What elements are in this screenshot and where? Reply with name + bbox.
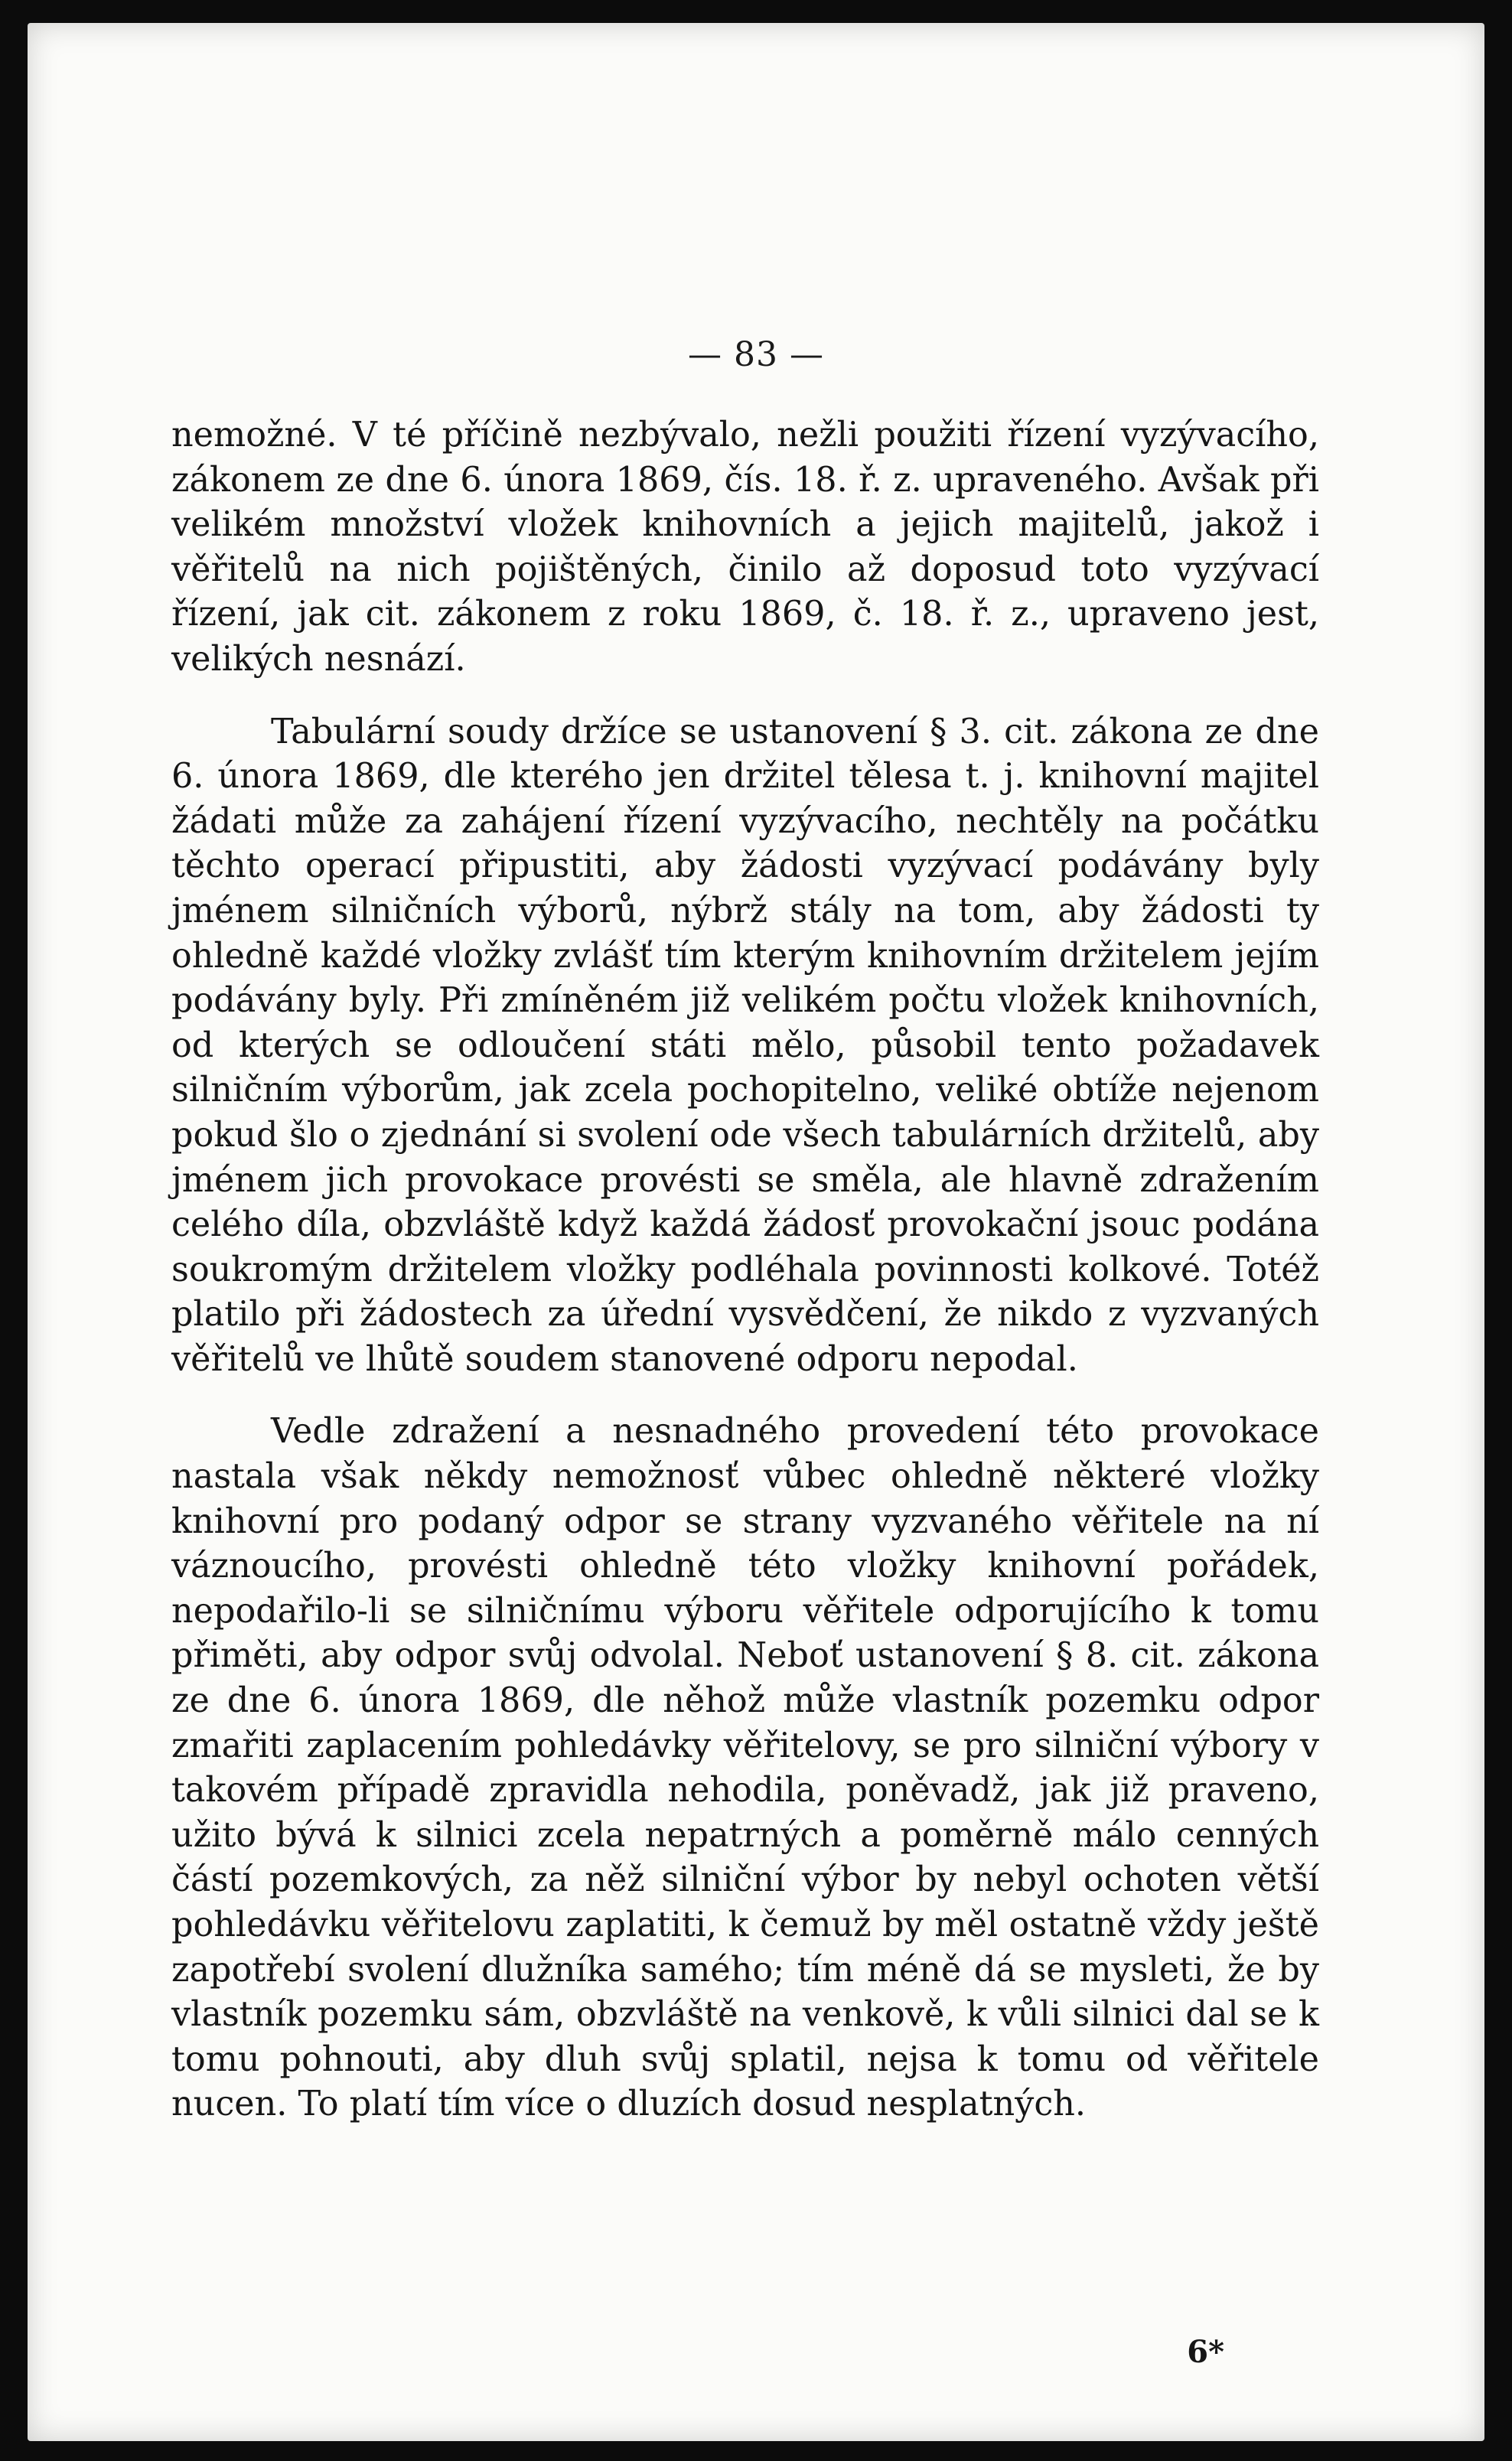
paragraph-3: Vedle zdražení a nesnadného provedení této provokace nastala však někdy nemožnosť vůbec ohledně některé vložky knihovní pro podaný odpor se strany vyzvaného věřitele na ní váznoucího, provésti ohledně této vložky knihovní pořádek, nepodařilo-li se silničnímu výboru věřitele odporujícího k tomu přiměti, aby odpor svůj odvolal. Neboť ustanovení § 8. cit. zákona ze dne 6. února 1869, dle něhož může vlastník pozemku odpor zmařiti zaplacením pohledávky věřitelovy, se pro silniční výbory v takovém případě zpravidla nehodila, poněvadž, jak již praveno, užito bývá k silnici zcela nepatrných a poměrně málo cenných částí pozemkových, za něž silniční výbor by nebyl ochoten větší pohledávku věřitelovu zaplatiti, k čemuž by měl ostatně vždy ještě zapotřebí svolení dlužníka samého; tím méně dá se mysleti, že by vlastník pozemku sám, obzvláště na venkově, k vůli silnici dal se k tomu pohnouti, aby dluh svůj splatil, nejsa k tomu od věřitele nucen. To platí tím více o dluzích dosud nesplatných.: [171, 1412, 1319, 2124]
paragraph-2: Tabulární soudy držíce se ustanovení § 3. cit. zákona ze dne 6. února 1869, dle kterého jen držitel tělesa t. j. knihovní majitel žádati může za zahájení řízení vyzývacího, nechtěly na počátku těchto operací připustiti, aby žádosti vyzývací podávány byly jménem silničních výborů, nýbrž stály na tom, aby žádosti ty ohledně každé vložky zvlášť tím kterým knihovním držitelem jejím podávány byly. Při zmíněném již velikém počtu vložek knihovních, od kterých se odloučení státi mělo, působil tento požadavek silničním výborům, jak zcela pochopitelno, veliké obtíže nejenom pokud šlo o zjednání si svolení ode všech tabulárních držitelů, aby jménem jich provokace provésti se směla, ale hlavně zdražením celého díla, obzvláště když každá žádosť provokační jsouc podána soukromým držitelem vložky podléhala povinnosti kolkové. Totéž platilo při žádostech za úřední vysvědčení, že nikdo z vyzvaných věřitelů ve lhůtě soudem stanovené odporu nepodal.: [171, 712, 1319, 1379]
paragraph-1: nemožné. V té příčině nezbývalo, nežli použiti řízení vyzývacího, zákonem ze dne 6. února 1869, čís. 18. ř. z. upraveného. Avšak při velikém množství vložek knihovních a jejich majitelů, jakož i věřitelů na nich pojištěných, činilo až doposud toto vyzývací řízení, jak cit. zákonem z roku 1869, č. 18. ř. z., upraveno jest, velikých nesnází.: [171, 416, 1319, 679]
page-number-header: — 83 —: [688, 335, 824, 374]
sheet-signature-mark: 6*: [1187, 2334, 1224, 2370]
body-text: [171, 413, 1319, 2127]
document-page: [28, 23, 1484, 2441]
